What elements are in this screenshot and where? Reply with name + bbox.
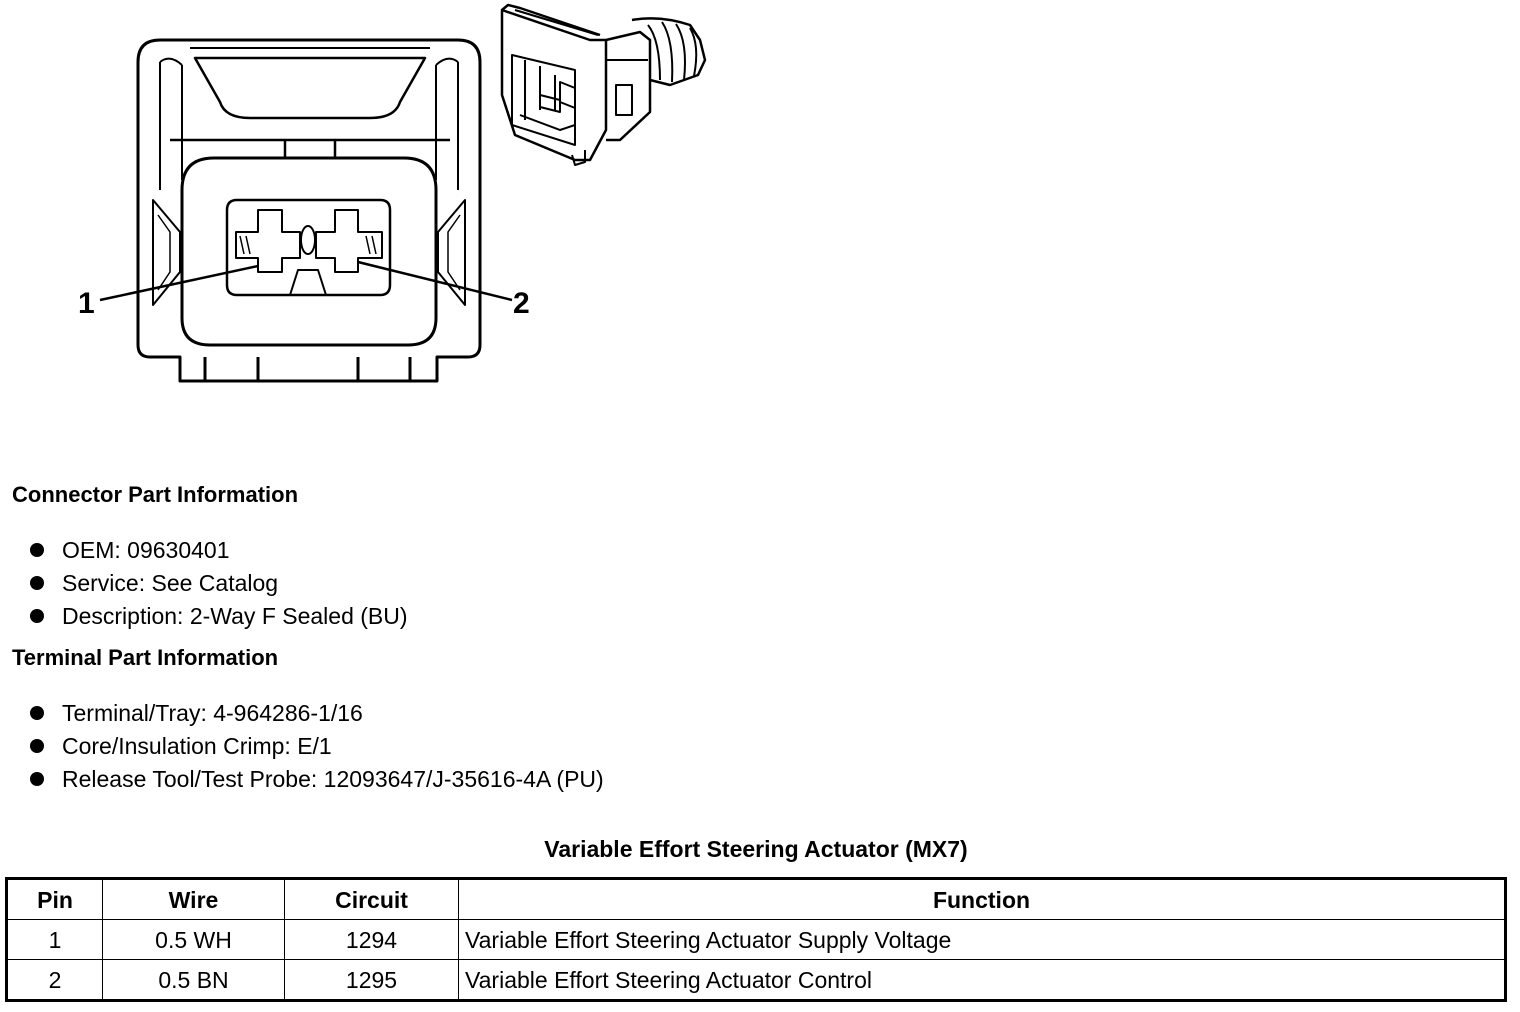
connector-info-heading: Connector Part Information bbox=[12, 482, 299, 507]
connector-diagram bbox=[0, 0, 760, 400]
service-value: Service: See Catalog bbox=[62, 570, 279, 596]
terminal-tray-value: Terminal/Tray: 4-964286-1/16 bbox=[62, 700, 363, 726]
table-row bbox=[7, 960, 1506, 1001]
list-item bbox=[30, 732, 604, 765]
header-pin: Pin bbox=[7, 879, 103, 920]
table-header-row bbox=[7, 879, 1506, 920]
header-wire: Wire bbox=[103, 879, 285, 920]
bullet-icon bbox=[30, 609, 44, 623]
bullet-icon bbox=[30, 543, 44, 557]
header-circuit: Circuit bbox=[285, 879, 459, 920]
terminal-info-heading: Terminal Part Information bbox=[12, 645, 279, 670]
bullet-icon bbox=[30, 576, 44, 590]
connector-info-list bbox=[30, 536, 408, 635]
pin-label-2: 2 bbox=[513, 287, 530, 320]
bullet-icon bbox=[30, 739, 44, 753]
list-item bbox=[30, 536, 408, 569]
cell-pin: 1 bbox=[7, 920, 103, 960]
list-item bbox=[30, 602, 408, 635]
pinout-table bbox=[5, 877, 1507, 1002]
cell-pin: 2 bbox=[7, 960, 103, 1001]
oem-value: OEM: 09630401 bbox=[62, 537, 230, 563]
cell-circuit: 1294 bbox=[285, 920, 459, 960]
bullet-icon bbox=[30, 772, 44, 786]
cell-function: Variable Effort Steering Actuator Supply Voltage bbox=[459, 920, 1506, 960]
list-item bbox=[30, 765, 604, 798]
list-item bbox=[30, 569, 408, 602]
connector-3d-view bbox=[502, 5, 705, 165]
terminal-info-list bbox=[30, 699, 604, 798]
release-tool-value: Release Tool/Test Probe: 12093647/J-35616-4A (PU) bbox=[62, 766, 604, 792]
crimp-value: Core/Insulation Crimp: E/1 bbox=[62, 733, 332, 759]
cell-wire: 0.5 BN bbox=[103, 960, 285, 1001]
connector-face-view bbox=[100, 40, 512, 381]
pin-label-1: 1 bbox=[78, 287, 95, 320]
cell-circuit: 1295 bbox=[285, 960, 459, 1001]
cell-wire: 0.5 WH bbox=[103, 920, 285, 960]
list-item bbox=[30, 699, 604, 732]
cell-function: Variable Effort Steering Actuator Control bbox=[459, 960, 1506, 1001]
header-function: Function bbox=[459, 879, 1506, 920]
table-title: Variable Effort Steering Actuator (MX7) bbox=[544, 836, 968, 862]
table-row bbox=[7, 920, 1506, 960]
bullet-icon bbox=[30, 706, 44, 720]
description-value: Description: 2-Way F Sealed (BU) bbox=[62, 603, 408, 629]
